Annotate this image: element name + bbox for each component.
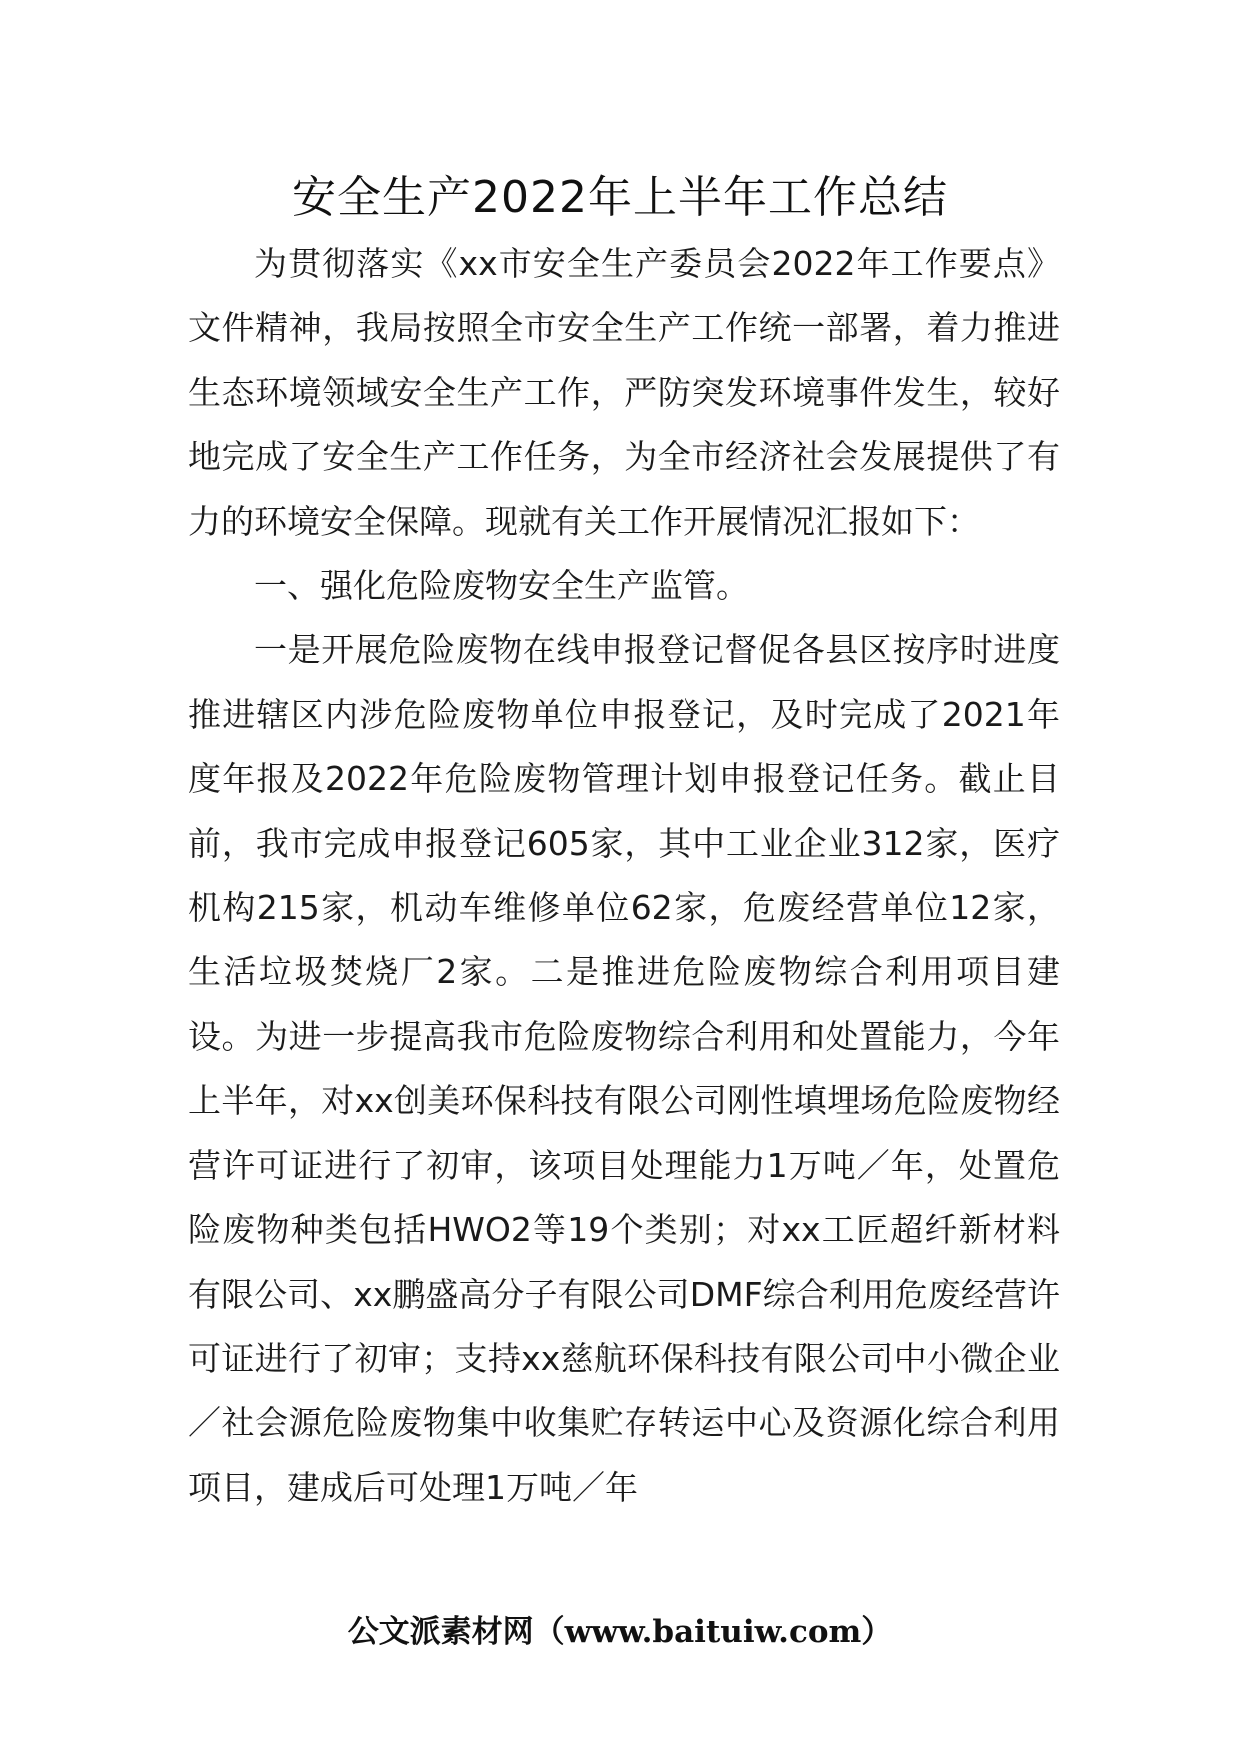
document-title: 安全生产2022年上半年工作总结 — [292, 172, 948, 223]
paragraph-section-one: 一是开展危险废物在线申报登记督促各县区按序时进度推进辖区内涉危险废物单位申报登记，及时完成了2021年度年报及2022年危险废物管理计划申报登记任务。截止目前，我市完成申报登记605家，其中工业企业312家，医疗机构215家，机动车维修单位62家，危废经营单位12家，生活垃圾焚烧厂2家。二是推进危险废物综合利用项目建设。为进一步提高我市危险废物综合利用和处置能力，今年上半年，对xx创美环保科技有限公司刚性填埋场危险废物经营许可证进行了初审，该项目处理能力1万吨／年，处置危险废物种类包括HWO2等19个类别；对xx工匠超纤新材料有限公司、xx鹏盛高分子有限公司DMF综合利用危废经营许可证进行了初审；支持xx慈航环保科技有限公司中小微企业／社会源危险废物集中收集贮存转运中心及资源化综合利用项目，建成后可处理1万吨／年 — [188, 630, 1060, 1507]
section-heading: 一、强化危险废物安全生产监管。 — [254, 566, 749, 606]
document-body — [188, 232, 1060, 1520]
paragraph-intro: 为贯彻落实《xx市安全生产委员会2022年工作要点》文件精神，我局按照全市安全生产工作统一部署，着力推进生态环境领域安全生产工作，严防突发环境事件发生，较好地完成了安全生产工作任务，为全市经济社会发展提供了有力的环境安全保障。现就有关工作开展情况汇报如下： — [188, 244, 1060, 541]
footer-watermark: 公文派素材网（www.baituiw.com） — [347, 1614, 893, 1650]
